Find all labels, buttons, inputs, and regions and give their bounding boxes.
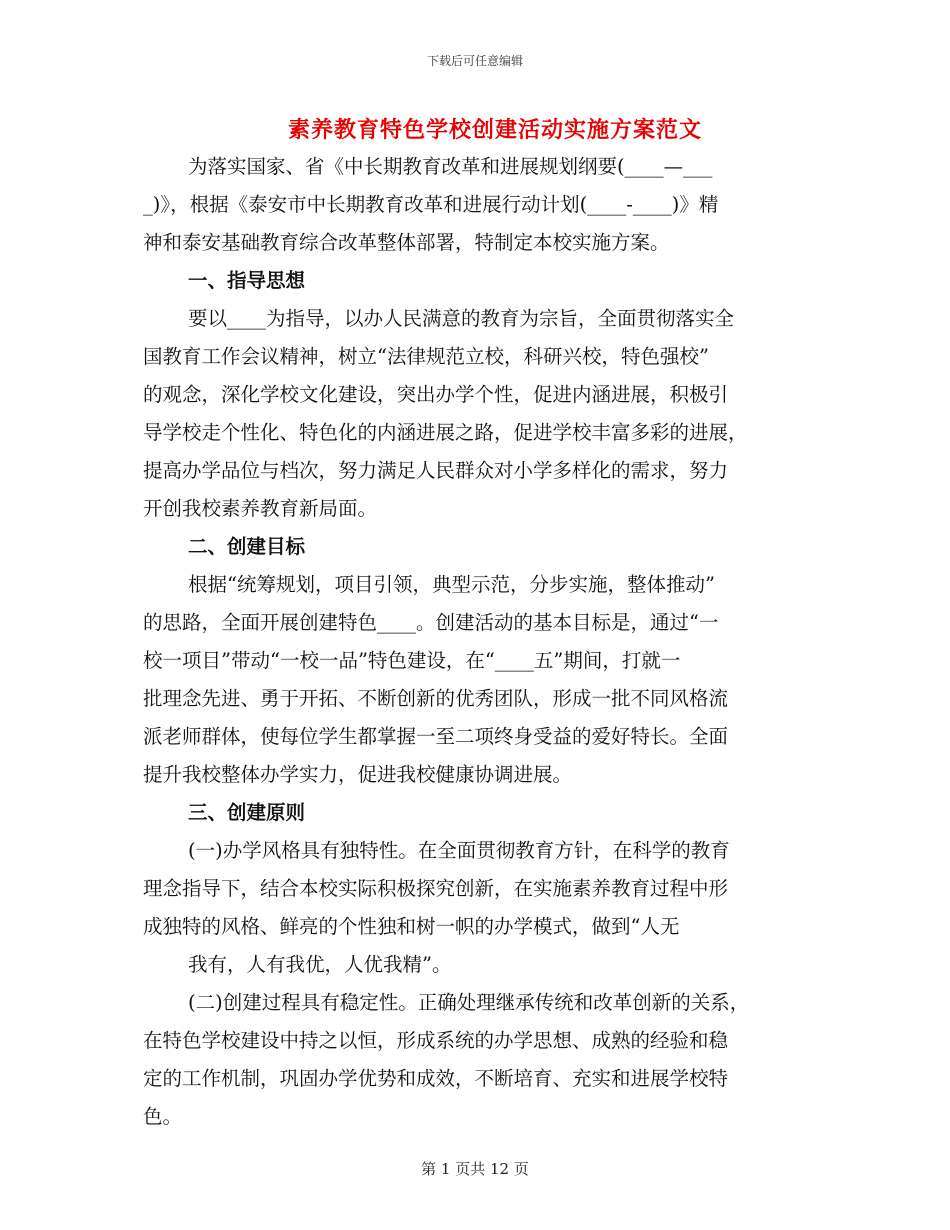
body-line: 开创我校素养教育新局面。 (143, 497, 378, 520)
document-body (143, 148, 808, 1136)
body-line: 色。 (143, 1105, 183, 1128)
body-line: 根据“统筹规划，项目引领，典型示范，分步实施，整体推动” (188, 573, 715, 596)
page-header: 下载后可任意编辑 (426, 54, 523, 68)
body-line: 为落实国家、省《中长期教育改革和进展规划纲要(____—___ (188, 155, 713, 178)
body-line: 要以____为指导，以办人民满意的教育为宗旨，全面贯彻落实全 (188, 307, 735, 330)
section-heading: 三、创建原则 (188, 801, 306, 824)
body-line: 国教育工作会议精神，树立“法律规范立校，科研兴校，特色强校” (143, 345, 709, 368)
body-line: _)》，根据《泰安市中长期教育改革和进展行动计划(____-____)》精 (143, 193, 719, 216)
body-line: 成独特的风格、鲜亮的个性独和树一帜的办学模式，做到“人无 (143, 915, 680, 938)
document-title: 素养教育特色学校创建活动实施方案范文 (287, 117, 702, 143)
body-line: (一)办学风格具有独特性。在全面贯彻教育方针，在科学的教育 (188, 839, 730, 862)
section-heading: 二、创建目标 (188, 535, 306, 558)
body-line: 的思路，全面开展创建特色____。创建活动的基本目标是，通过“一 (143, 611, 719, 634)
body-line: 派老师群体，使每位学生都掌握一至二项终身受益的爱好特长。全面 (143, 725, 729, 748)
body-line: 神和泰安基础教育综合改革整体部署，特制定本校实施方案。 (143, 231, 670, 254)
body-line: 导学校走个性化、特色化的内涵进展之路，促进学校丰富多彩的进展， (143, 421, 748, 444)
body-line: 批理念先进、勇于开拓、不断创新的优秀团队，形成一批不同风格流 (143, 687, 729, 710)
body-line: (二)创建过程具有稳定性。正确处理继承传统和改革创新的关系， (188, 991, 750, 1014)
body-line: 定的工作机制，巩固办学优势和成效，不断培育、充实和进展学校特 (143, 1067, 729, 1090)
body-line: 理念指导下，结合本校实际积极探究创新，在实施素养教育过程中形 (143, 877, 729, 900)
body-line: 在特色学校建设中持之以恒，形成系统的办学思想、成熟的经验和稳 (143, 1029, 729, 1052)
body-line: 提升我校整体办学实力，促进我校健康协调进展。 (143, 763, 573, 786)
page-number-footer: 第 1 页共 12 页 (421, 1160, 529, 1178)
body-line: 的观念，深化学校文化建设，突出办学个性，促进内涵进展，积极引 (143, 383, 729, 406)
body-line: 校一项目”带动“一校一品”特色建设，在“____五”期间，打就一 (143, 649, 681, 672)
body-line: 提高办学品位与档次，努力满足人民群众对小学多样化的需求，努力 (143, 459, 729, 482)
body-line: 我有，人有我优，人优我精”。 (188, 953, 452, 976)
section-heading: 一、指导思想 (188, 269, 306, 292)
